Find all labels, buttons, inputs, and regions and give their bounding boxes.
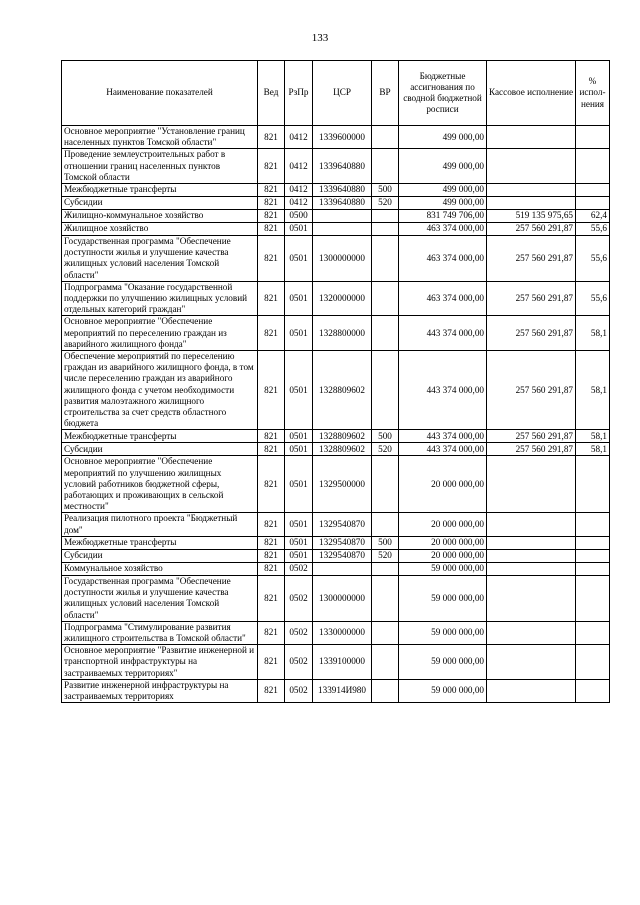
vr-cell xyxy=(372,223,399,236)
table-row xyxy=(62,236,610,282)
budget-cell: 20 000 000,00 xyxy=(399,456,487,513)
ved-cell: 821 xyxy=(258,430,285,443)
table-row xyxy=(62,456,610,513)
table-header xyxy=(62,61,610,126)
cash-cell xyxy=(487,513,576,536)
vr-cell: 520 xyxy=(372,197,399,210)
ved-cell: 821 xyxy=(258,197,285,210)
vr-cell xyxy=(372,316,399,351)
name-cell: Государственная программа "Обеспечение доступности жилья и улучшение качества жилищных условий населения Томской области" xyxy=(62,575,258,621)
name-cell: Субсидии xyxy=(62,549,258,562)
percent-cell: 55,6 xyxy=(576,223,610,236)
ved-cell: 821 xyxy=(258,575,285,621)
table-row xyxy=(62,536,610,549)
cash-cell: 257 560 291,87 xyxy=(487,430,576,443)
table-row xyxy=(62,149,610,184)
vr-cell: 520 xyxy=(372,549,399,562)
rzpr-cell: 0502 xyxy=(285,645,313,680)
cash-cell xyxy=(487,126,576,149)
budget-cell: 59 000 000,00 xyxy=(399,679,487,702)
table-row xyxy=(62,679,610,702)
rzpr-cell: 0501 xyxy=(285,351,313,430)
header-cash: Кассовое исполнение xyxy=(487,61,576,126)
vr-cell xyxy=(372,149,399,184)
name-cell: Развитие инженерной инфраструктуры на застраиваемых территориях xyxy=(62,679,258,702)
budget-cell: 443 374 000,00 xyxy=(399,351,487,430)
vr-cell xyxy=(372,281,399,316)
budget-cell: 59 000 000,00 xyxy=(399,562,487,575)
csr-cell: 1339640880 xyxy=(313,197,372,210)
cash-cell xyxy=(487,184,576,197)
ved-cell: 821 xyxy=(258,562,285,575)
table-row xyxy=(62,281,610,316)
table-body xyxy=(62,126,610,703)
header-name: Наименование показателей xyxy=(62,61,258,126)
page-number: 133 xyxy=(311,32,329,44)
budget-cell: 59 000 000,00 xyxy=(399,621,487,644)
cash-cell xyxy=(487,149,576,184)
csr-cell: 1339640880 xyxy=(313,184,372,197)
vr-cell xyxy=(372,575,399,621)
header-vr: ВР xyxy=(372,61,399,126)
percent-cell xyxy=(576,575,610,621)
vr-cell: 520 xyxy=(372,443,399,456)
rzpr-cell: 0501 xyxy=(285,536,313,549)
rzpr-cell: 0501 xyxy=(285,443,313,456)
cash-cell: 257 560 291,87 xyxy=(487,351,576,430)
ved-cell: 821 xyxy=(258,443,285,456)
table-row xyxy=(62,197,610,210)
rzpr-cell: 0501 xyxy=(285,513,313,536)
percent-cell: 58,1 xyxy=(576,430,610,443)
rzpr-cell: 0501 xyxy=(285,223,313,236)
cash-cell xyxy=(487,549,576,562)
vr-cell: 500 xyxy=(372,536,399,549)
csr-cell: 1328809602 xyxy=(313,443,372,456)
percent-cell: 62,4 xyxy=(576,210,610,223)
name-cell: Жилищное хозяйство xyxy=(62,223,258,236)
cash-cell: 257 560 291,87 xyxy=(487,443,576,456)
cash-cell xyxy=(487,562,576,575)
ved-cell: 821 xyxy=(258,513,285,536)
csr-cell: 1300000000 xyxy=(313,236,372,282)
name-cell: Подпрограмма "Оказание государственной поддержки по улучшению жилищных условий отдельных категорий граждан" xyxy=(62,281,258,316)
csr-cell: 1328809602 xyxy=(313,430,372,443)
cash-cell: 257 560 291,87 xyxy=(487,316,576,351)
vr-cell: 500 xyxy=(372,184,399,197)
table-row xyxy=(62,513,610,536)
csr-cell: 1339100000 xyxy=(313,645,372,680)
name-cell: Подпрограмма "Стимулирование развития жилищного строительства в Томской области" xyxy=(62,621,258,644)
rzpr-cell: 0502 xyxy=(285,679,313,702)
table-row xyxy=(62,351,610,430)
budget-cell: 20 000 000,00 xyxy=(399,513,487,536)
rzpr-cell: 0501 xyxy=(285,281,313,316)
table-row xyxy=(62,184,610,197)
ved-cell: 821 xyxy=(258,621,285,644)
budget-cell: 499 000,00 xyxy=(399,126,487,149)
table-row xyxy=(62,575,610,621)
vr-cell xyxy=(372,621,399,644)
vr-cell xyxy=(372,210,399,223)
percent-cell: 58,1 xyxy=(576,316,610,351)
name-cell: Основное мероприятие "Развитие инженерной и транспортной инфраструктуры на застраиваемых территориях" xyxy=(62,645,258,680)
ved-cell: 821 xyxy=(258,149,285,184)
percent-cell xyxy=(576,645,610,680)
csr-cell xyxy=(313,210,372,223)
percent-cell xyxy=(576,513,610,536)
csr-cell: 1330000000 xyxy=(313,621,372,644)
ved-cell: 821 xyxy=(258,351,285,430)
ved-cell: 821 xyxy=(258,184,285,197)
cash-cell xyxy=(487,645,576,680)
header-percent: % испол-нения xyxy=(576,61,610,126)
percent-cell: 58,1 xyxy=(576,351,610,430)
rzpr-cell: 0501 xyxy=(285,549,313,562)
csr-cell: 1329500000 xyxy=(313,456,372,513)
percent-cell xyxy=(576,184,610,197)
ved-cell: 821 xyxy=(258,645,285,680)
name-cell: Обеспечение мероприятий по переселению граждан из аварийного жилищного фонда, в том числе переселению граждан из аварийного жилищного фонда с учетом необходимости развития малоэтажного жилищного строительства за счет средств областного бюджета xyxy=(62,351,258,430)
budget-cell: 499 000,00 xyxy=(399,184,487,197)
table-row xyxy=(62,621,610,644)
header-rzpr: РзПр xyxy=(285,61,313,126)
ved-cell: 821 xyxy=(258,549,285,562)
budget-cell: 443 374 000,00 xyxy=(399,443,487,456)
budget-cell: 499 000,00 xyxy=(399,197,487,210)
cash-cell xyxy=(487,197,576,210)
csr-cell: 1328800000 xyxy=(313,316,372,351)
cash-cell xyxy=(487,456,576,513)
rzpr-cell: 0501 xyxy=(285,236,313,282)
name-cell: Межбюджетные трансферты xyxy=(62,430,258,443)
csr-cell xyxy=(313,562,372,575)
name-cell: Основное мероприятие "Обеспечение мероприятий по переселению граждан из аварийного жилищного фонда" xyxy=(62,316,258,351)
table-row xyxy=(62,562,610,575)
vr-cell xyxy=(372,513,399,536)
cash-cell: 257 560 291,87 xyxy=(487,281,576,316)
budget-cell: 831 749 706,00 xyxy=(399,210,487,223)
budget-table xyxy=(61,60,610,703)
ved-cell: 821 xyxy=(258,316,285,351)
percent-cell: 58,1 xyxy=(576,443,610,456)
budget-cell: 499 000,00 xyxy=(399,149,487,184)
csr-cell: 1329540870 xyxy=(313,549,372,562)
budget-cell: 463 374 000,00 xyxy=(399,223,487,236)
cash-cell xyxy=(487,575,576,621)
table-row xyxy=(62,443,610,456)
csr-cell: 1339640880 xyxy=(313,149,372,184)
percent-cell xyxy=(576,621,610,644)
rzpr-cell: 0502 xyxy=(285,621,313,644)
table-row xyxy=(62,126,610,149)
table-row xyxy=(62,430,610,443)
name-cell: Государственная программа "Обеспечение доступности жилья и улучшение качества жилищных условий населения Томской области" xyxy=(62,236,258,282)
name-cell: Реализация пилотного проекта "Бюджетный дом" xyxy=(62,513,258,536)
rzpr-cell: 0502 xyxy=(285,562,313,575)
vr-cell xyxy=(372,236,399,282)
percent-cell: 55,6 xyxy=(576,236,610,282)
vr-cell xyxy=(372,351,399,430)
header-budget: Бюджетные ассигнования по сводной бюджетной росписи xyxy=(399,61,487,126)
name-cell: Проведение землеустроительных работ в отношении границ населенных пунктов Томской области xyxy=(62,149,258,184)
name-cell: Основное мероприятие "Обеспечение мероприятий по улучшению жилищных условий работников бюджетной сферы, работающих и проживающих в сельской местности" xyxy=(62,456,258,513)
vr-cell xyxy=(372,126,399,149)
table-row xyxy=(62,645,610,680)
percent-cell xyxy=(576,562,610,575)
rzpr-cell: 0412 xyxy=(285,197,313,210)
ved-cell: 821 xyxy=(258,456,285,513)
percent-cell xyxy=(576,126,610,149)
table-row xyxy=(62,223,610,236)
ved-cell: 821 xyxy=(258,223,285,236)
csr-cell xyxy=(313,223,372,236)
cash-cell: 519 135 975,65 xyxy=(487,210,576,223)
percent-cell xyxy=(576,197,610,210)
name-cell: Субсидии xyxy=(62,197,258,210)
budget-cell: 20 000 000,00 xyxy=(399,549,487,562)
csr-cell: 1328809602 xyxy=(313,351,372,430)
name-cell: Межбюджетные трансферты xyxy=(62,184,258,197)
rzpr-cell: 0412 xyxy=(285,126,313,149)
name-cell: Основное мероприятие "Установление границ населенных пунктов Томской области" xyxy=(62,126,258,149)
rzpr-cell: 0412 xyxy=(285,149,313,184)
rzpr-cell: 0501 xyxy=(285,456,313,513)
percent-cell xyxy=(576,679,610,702)
header-csr: ЦСР xyxy=(313,61,372,126)
budget-cell: 443 374 000,00 xyxy=(399,316,487,351)
cash-cell: 257 560 291,87 xyxy=(487,223,576,236)
vr-cell xyxy=(372,562,399,575)
header-ved: Вед xyxy=(258,61,285,126)
table-row xyxy=(62,549,610,562)
cash-cell: 257 560 291,87 xyxy=(487,236,576,282)
budget-cell: 20 000 000,00 xyxy=(399,536,487,549)
budget-cell: 59 000 000,00 xyxy=(399,645,487,680)
budget-cell: 463 374 000,00 xyxy=(399,236,487,282)
csr-cell: 133914И980 xyxy=(313,679,372,702)
rzpr-cell: 0501 xyxy=(285,430,313,443)
ved-cell: 821 xyxy=(258,126,285,149)
percent-cell xyxy=(576,549,610,562)
csr-cell: 1339600000 xyxy=(313,126,372,149)
vr-cell xyxy=(372,456,399,513)
csr-cell: 1329540870 xyxy=(313,536,372,549)
csr-cell: 1320000000 xyxy=(313,281,372,316)
ved-cell: 821 xyxy=(258,281,285,316)
table-row xyxy=(62,210,610,223)
name-cell: Межбюджетные трансферты xyxy=(62,536,258,549)
cash-cell xyxy=(487,621,576,644)
percent-cell: 55,6 xyxy=(576,281,610,316)
vr-cell xyxy=(372,645,399,680)
name-cell: Коммунальное хозяйство xyxy=(62,562,258,575)
name-cell: Субсидии xyxy=(62,443,258,456)
table-row xyxy=(62,316,610,351)
ved-cell: 821 xyxy=(258,679,285,702)
percent-cell xyxy=(576,536,610,549)
name-cell: Жилищно-коммунальное хозяйство xyxy=(62,210,258,223)
ved-cell: 821 xyxy=(258,210,285,223)
vr-cell: 500 xyxy=(372,430,399,443)
percent-cell xyxy=(576,149,610,184)
rzpr-cell: 0412 xyxy=(285,184,313,197)
rzpr-cell: 0500 xyxy=(285,210,313,223)
csr-cell: 1329540870 xyxy=(313,513,372,536)
rzpr-cell: 0501 xyxy=(285,316,313,351)
csr-cell: 1300000000 xyxy=(313,575,372,621)
vr-cell xyxy=(372,679,399,702)
rzpr-cell: 0502 xyxy=(285,575,313,621)
ved-cell: 821 xyxy=(258,536,285,549)
percent-cell xyxy=(576,456,610,513)
budget-cell: 59 000 000,00 xyxy=(399,575,487,621)
cash-cell xyxy=(487,536,576,549)
cash-cell xyxy=(487,679,576,702)
budget-cell: 443 374 000,00 xyxy=(399,430,487,443)
budget-cell: 463 374 000,00 xyxy=(399,281,487,316)
ved-cell: 821 xyxy=(258,236,285,282)
